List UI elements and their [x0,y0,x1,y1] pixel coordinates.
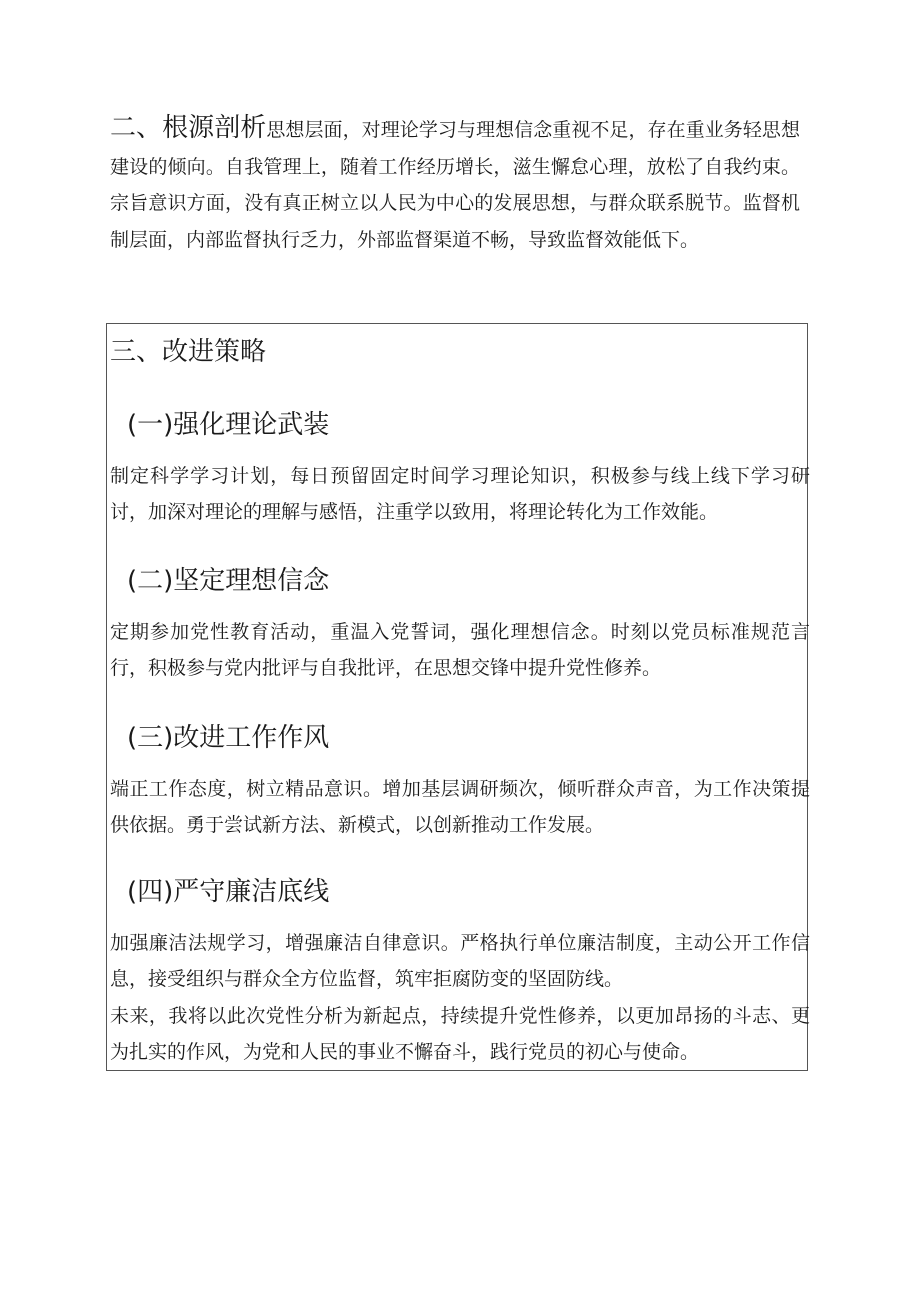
section-heading: 二、根源剖析 [110,113,267,143]
subsection-title: (三)改进工作作风 [127,723,330,753]
conclusion-paragraph: 未来，我将以此次党性分析为新起点，持续提升党性修养，以更加昂扬的斗志、更为扎实的作风，为党和人民的事业不懈奋斗，践行党员的初心与使命。 [110,1005,810,1063]
improvement-strategy-box [106,323,808,1071]
subsection-body: 端正工作态度，树立精品意识。增加基层调研频次，倾听群众声音，为工作决策提供依据。勇于尝试新方法、新模式，以创新推动工作发展。 [110,778,810,836]
section-heading: 三、改进策略 [110,337,267,367]
section-root-cause [110,110,800,258]
subsection-body: 定期参加党性教育活动，重温入党誓词，强化理想信念。时刻以党员标准规范言行，积极参与党内批评与自我批评，在思想交锋中提升党性修养。 [110,621,810,679]
subsection-title: (一)强化理论武装 [127,410,330,440]
subsection-title: (二)坚定理想信念 [127,566,330,596]
subsection-body: 制定科学学习计划，每日预留固定时间学习理论知识，积极参与线上线下学习研讨，加深对理论的理解与感悟，注重学以致用，将理论转化为工作效能。 [110,465,810,523]
subsection-title: (四)严守廉洁底线 [127,877,330,907]
section-body: 思想层面，对理论学习与理想信念重视不足，存在重业务轻思想建设的倾向。自我管理上，随着工作经历增长，滋生懈怠心理，放松了自我约束。宗旨意识方面，没有真正树立以人民为中心的发展思想，与群众联系脱节。监督机制层面，内部监督执行乏力，外部监督渠道不畅，导致监督效能低下。 [110,119,800,251]
subsection-body: 加强廉洁法规学习，增强廉洁自律意识。严格执行单位廉洁制度，主动公开工作信息，接受组织与群众全方位监督，筑牢拒腐防变的坚固防线。 [110,932,810,990]
